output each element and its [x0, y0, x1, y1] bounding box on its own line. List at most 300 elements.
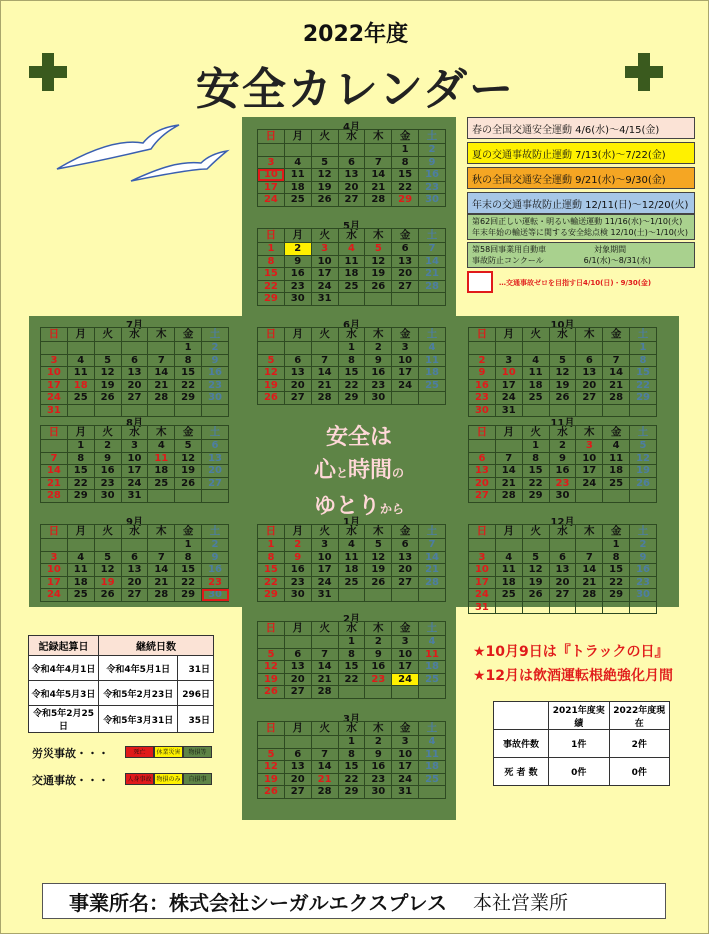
day-cell: 8: [338, 354, 365, 367]
day-cell: 28: [419, 280, 446, 293]
event-transport-safety: 第62回正しい運転・明るい輸送運動 11/16(水)～1/10(火) 年末年始の輸送等に関する安全総点検 12/10(土)～1/10(火): [467, 214, 695, 240]
weekday-header: 土: [202, 525, 229, 539]
day-cell: 7: [311, 648, 338, 661]
day-cell: 8: [258, 551, 285, 564]
weekday-header: 木: [365, 622, 392, 636]
day-cell: 19: [94, 379, 121, 392]
day-cell: 11: [67, 367, 94, 380]
day-cell: 8: [175, 354, 202, 367]
day-cell: 25: [338, 576, 365, 589]
day-cell: 11: [522, 367, 549, 380]
day-cell: 5: [258, 748, 285, 761]
day-cell: 14: [576, 564, 603, 577]
day-cell: 27: [284, 686, 311, 699]
day-cell: 1: [258, 539, 285, 552]
day-cell: 2: [202, 539, 229, 552]
day-cell: 6: [576, 354, 603, 367]
day-cell: 5: [365, 539, 392, 552]
day-cell: 22: [175, 576, 202, 589]
day-cell: 4: [148, 440, 175, 453]
day-cell: 24: [576, 477, 603, 490]
weekday-header: 月: [284, 229, 311, 243]
weekday-header: 金: [392, 328, 419, 342]
day-cell: 25: [67, 392, 94, 405]
day-cell: 12: [258, 661, 285, 674]
day-cell: 21: [495, 477, 522, 490]
day-cell: 9: [365, 748, 392, 761]
day-cell: [94, 539, 121, 552]
day-cell: 7: [148, 551, 175, 564]
day-cell: 13: [284, 761, 311, 774]
day-cell: 21: [41, 477, 68, 490]
day-cell: 25: [419, 773, 446, 786]
weekday-header: 木: [365, 328, 392, 342]
weekday-header: 土: [630, 328, 657, 342]
day-cell: [392, 293, 419, 306]
day-cell: [469, 440, 496, 453]
day-cell: 23: [630, 576, 657, 589]
day-cell: [311, 736, 338, 749]
day-cell: 7: [148, 354, 175, 367]
day-cell: 21: [148, 576, 175, 589]
day-cell: 16: [94, 465, 121, 478]
day-cell: 21: [365, 181, 392, 194]
day-cell: 10: [392, 748, 419, 761]
weekday-header: 日: [469, 328, 496, 342]
day-cell: 29: [392, 194, 419, 207]
weekday-header: 火: [311, 525, 338, 539]
day-cell: 3: [392, 736, 419, 749]
day-cell: 5: [94, 354, 121, 367]
day-cell: 31: [311, 293, 338, 306]
day-cell: 22: [175, 379, 202, 392]
weekday-header: 金: [603, 525, 630, 539]
day-cell: 12: [522, 564, 549, 577]
day-cell: 23: [202, 576, 229, 589]
day-cell: 17: [392, 367, 419, 380]
weekday-header: 木: [365, 525, 392, 539]
day-cell: 17: [311, 268, 338, 281]
day-cell: 19: [365, 564, 392, 577]
day-cell: 30: [630, 589, 657, 602]
day-cell: 13: [338, 169, 365, 182]
day-cell: 9: [365, 354, 392, 367]
day-cell: 20: [549, 576, 576, 589]
day-cell: 1: [258, 243, 285, 256]
day-cell: 7: [365, 156, 392, 169]
day-cell: 14: [311, 761, 338, 774]
day-cell: [41, 342, 68, 355]
weekday-header: 日: [469, 525, 496, 539]
day-cell: 10: [311, 255, 338, 268]
month-calendar: [257, 721, 446, 799]
day-cell: [41, 440, 68, 453]
day-cell: 21: [148, 379, 175, 392]
day-cell: 26: [258, 786, 285, 799]
day-cell: 16: [365, 761, 392, 774]
day-cell: [121, 539, 148, 552]
day-cell: [603, 490, 630, 503]
day-cell: 12: [365, 551, 392, 564]
day-cell: 31: [469, 601, 496, 614]
day-cell: 13: [549, 564, 576, 577]
day-cell: [469, 342, 496, 355]
day-cell: 24: [41, 589, 68, 602]
day-cell: 15: [338, 761, 365, 774]
day-cell: 17: [258, 181, 285, 194]
weekday-header: 火: [311, 229, 338, 243]
weekday-header: 月: [67, 328, 94, 342]
day-cell: [522, 601, 549, 614]
day-cell: 28: [41, 490, 68, 503]
day-cell: 27: [392, 576, 419, 589]
day-cell: 22: [258, 280, 285, 293]
day-cell: [549, 601, 576, 614]
day-cell: 24: [469, 589, 496, 602]
day-cell: 7: [419, 539, 446, 552]
day-cell: 31: [121, 490, 148, 503]
day-cell: 27: [392, 280, 419, 293]
weekday-header: 木: [576, 426, 603, 440]
weekday-header: 火: [94, 426, 121, 440]
weekday-header: 土: [419, 130, 446, 144]
day-cell: 26: [630, 477, 657, 490]
day-cell: 23: [365, 773, 392, 786]
day-cell: 23: [365, 673, 392, 686]
day-cell: 10: [469, 564, 496, 577]
weekday-header: 月: [495, 328, 522, 342]
day-cell: 16: [284, 564, 311, 577]
day-cell: 6: [338, 156, 365, 169]
weekday-header: 火: [522, 328, 549, 342]
day-cell: 17: [311, 564, 338, 577]
month-label: 1月: [343, 517, 360, 528]
weekday-header: 火: [311, 722, 338, 736]
day-cell: [365, 686, 392, 699]
day-cell: 20: [121, 576, 148, 589]
weekday-header: 金: [603, 426, 630, 440]
day-cell: 17: [121, 465, 148, 478]
day-cell: 2: [365, 342, 392, 355]
weekday-header: 火: [94, 525, 121, 539]
day-cell: 1: [630, 342, 657, 355]
day-cell: 5: [94, 551, 121, 564]
weekday-header: 金: [175, 426, 202, 440]
weekday-header: 火: [522, 525, 549, 539]
day-cell: 4: [419, 736, 446, 749]
day-cell: 6: [284, 648, 311, 661]
day-cell: 22: [67, 477, 94, 490]
day-cell: 11: [495, 564, 522, 577]
event-spring-campaign: 春の全国交通安全運動 4/6(水)～4/15(金): [467, 117, 695, 139]
day-cell: [121, 342, 148, 355]
day-cell: 7: [419, 243, 446, 256]
day-cell: 26: [94, 392, 121, 405]
day-cell: 15: [392, 169, 419, 182]
day-cell: 13: [121, 564, 148, 577]
day-cell: [495, 539, 522, 552]
day-cell: 6: [392, 539, 419, 552]
day-cell: 12: [365, 255, 392, 268]
day-cell: 9: [419, 156, 446, 169]
day-cell: [549, 342, 576, 355]
weekday-header: 日: [41, 328, 68, 342]
day-cell: 30: [202, 589, 229, 602]
day-cell: 3: [41, 354, 68, 367]
day-cell: 3: [311, 539, 338, 552]
day-cell: 2: [630, 539, 657, 552]
day-cell: 17: [41, 576, 68, 589]
weekday-header: 土: [202, 426, 229, 440]
month-label: 6月: [343, 320, 360, 331]
day-cell: 2: [94, 440, 121, 453]
day-cell: 14: [148, 564, 175, 577]
day-cell: 18: [419, 367, 446, 380]
day-cell: [338, 686, 365, 699]
weekday-header: 水: [549, 426, 576, 440]
month-label: 7月: [126, 320, 143, 331]
day-cell: 9: [630, 551, 657, 564]
day-cell: 11: [284, 169, 311, 182]
day-cell: 18: [419, 661, 446, 674]
day-cell: 11: [419, 648, 446, 661]
day-cell: 25: [419, 673, 446, 686]
day-cell: 17: [392, 661, 419, 674]
day-cell: [311, 636, 338, 649]
day-cell: 5: [258, 354, 285, 367]
month-calendar: [257, 327, 446, 405]
month-label: 2月: [343, 614, 360, 625]
day-cell: 8: [175, 551, 202, 564]
day-cell: 30: [284, 293, 311, 306]
day-cell: 6: [202, 440, 229, 453]
weekday-header: 土: [202, 328, 229, 342]
day-cell: 31: [495, 404, 522, 417]
day-cell: 23: [284, 280, 311, 293]
day-cell: 29: [175, 392, 202, 405]
day-cell: [311, 342, 338, 355]
day-cell: 13: [284, 661, 311, 674]
weekday-header: 金: [175, 525, 202, 539]
day-cell: 27: [469, 490, 496, 503]
day-cell: 3: [121, 440, 148, 453]
day-cell: 24: [258, 194, 285, 207]
day-cell: 12: [175, 452, 202, 465]
day-cell: 6: [284, 354, 311, 367]
day-cell: 21: [311, 379, 338, 392]
day-cell: 25: [148, 477, 175, 490]
day-cell: 21: [576, 576, 603, 589]
day-cell: 28: [148, 392, 175, 405]
day-cell: 19: [630, 465, 657, 478]
zero-accident-note: …交通事故ゼロを目指す日4/10(日)・9/30(金): [499, 279, 652, 287]
day-cell: 31: [392, 786, 419, 799]
day-cell: [576, 601, 603, 614]
day-cell: 13: [121, 367, 148, 380]
day-cell: 6: [121, 551, 148, 564]
day-cell: 15: [175, 564, 202, 577]
day-cell: 28: [148, 589, 175, 602]
day-cell: [338, 293, 365, 306]
day-cell: 7: [311, 748, 338, 761]
weekday-header: 水: [121, 328, 148, 342]
day-cell: 26: [549, 392, 576, 405]
day-cell: 16: [365, 661, 392, 674]
day-cell: 29: [67, 490, 94, 503]
day-cell: [311, 144, 338, 157]
weekday-header: 水: [121, 525, 148, 539]
day-cell: 24: [41, 392, 68, 405]
traffic-accident-label: 交通事故・・・: [32, 774, 109, 787]
day-cell: 27: [576, 392, 603, 405]
day-cell: 18: [522, 379, 549, 392]
day-cell: 21: [419, 268, 446, 281]
month-calendar: [257, 621, 446, 699]
day-cell: 30: [202, 392, 229, 405]
weekday-header: 月: [284, 130, 311, 144]
day-cell: 9: [469, 367, 496, 380]
day-cell: 29: [338, 392, 365, 405]
day-cell: 18: [603, 465, 630, 478]
day-cell: 28: [311, 686, 338, 699]
month-calendar: [40, 327, 229, 417]
day-cell: 28: [365, 194, 392, 207]
day-cell: 21: [311, 673, 338, 686]
day-cell: 22: [258, 576, 285, 589]
day-cell: 12: [94, 564, 121, 577]
day-cell: 29: [522, 490, 549, 503]
day-cell: 16: [469, 379, 496, 392]
day-cell: 21: [603, 379, 630, 392]
day-cell: 8: [603, 551, 630, 564]
day-cell: 10: [495, 367, 522, 380]
month-calendar: [468, 327, 657, 417]
weekday-header: 金: [392, 525, 419, 539]
day-cell: [419, 686, 446, 699]
day-cell: 9: [284, 551, 311, 564]
day-cell: 3: [392, 636, 419, 649]
month-calendar: [257, 129, 446, 207]
day-cell: 15: [175, 367, 202, 380]
day-cell: 26: [522, 589, 549, 602]
day-cell: [522, 539, 549, 552]
weekday-header: 木: [148, 328, 175, 342]
day-cell: 11: [338, 255, 365, 268]
day-cell: [630, 490, 657, 503]
day-cell: 14: [603, 367, 630, 380]
weekday-header: 日: [258, 525, 285, 539]
day-cell: 2: [365, 636, 392, 649]
day-cell: 20: [392, 564, 419, 577]
weekday-header: 日: [258, 722, 285, 736]
green-cross-icon: [625, 53, 663, 91]
day-cell: [392, 392, 419, 405]
day-cell: 20: [284, 379, 311, 392]
weekday-header: 月: [67, 426, 94, 440]
day-cell: [419, 589, 446, 602]
day-cell: 5: [258, 648, 285, 661]
weekday-header: 日: [258, 622, 285, 636]
day-cell: 2: [365, 736, 392, 749]
day-cell: 19: [258, 379, 285, 392]
day-cell: 24: [392, 379, 419, 392]
day-cell: [576, 342, 603, 355]
legend-swatch: 物損のみ: [154, 773, 183, 785]
event-yearend-campaign: 年末の交通事故防止運動 12/11(日)～12/20(火): [467, 192, 695, 214]
day-cell: 31: [41, 404, 68, 417]
day-cell: 19: [311, 181, 338, 194]
day-cell: 17: [392, 761, 419, 774]
day-cell: 22: [338, 379, 365, 392]
weekday-header: 日: [41, 426, 68, 440]
day-cell: 8: [67, 452, 94, 465]
weekday-header: 火: [311, 328, 338, 342]
day-cell: 27: [338, 194, 365, 207]
day-cell: 4: [284, 156, 311, 169]
weekday-header: 土: [419, 722, 446, 736]
safety-slogan: 安全は 心と時間の ゆとりから: [313, 424, 405, 519]
day-cell: 8: [630, 354, 657, 367]
day-cell: 16: [630, 564, 657, 577]
day-cell: [603, 601, 630, 614]
day-cell: 1: [175, 539, 202, 552]
day-cell: 26: [365, 576, 392, 589]
weekday-header: 月: [284, 622, 311, 636]
weekday-header: 日: [258, 328, 285, 342]
day-cell: [522, 342, 549, 355]
day-cell: 13: [576, 367, 603, 380]
day-cell: [148, 490, 175, 503]
day-cell: [67, 342, 94, 355]
legend-swatch: 休業災害: [154, 746, 183, 758]
day-cell: 18: [495, 576, 522, 589]
fiscal-year: 2022年度: [302, 22, 409, 47]
day-cell: 16: [365, 367, 392, 380]
day-cell: 28: [419, 576, 446, 589]
day-cell: 18: [67, 576, 94, 589]
day-cell: 2: [202, 342, 229, 355]
day-cell: 22: [603, 576, 630, 589]
day-cell: 11: [419, 748, 446, 761]
weekday-header: 木: [576, 328, 603, 342]
day-cell: 11: [603, 452, 630, 465]
day-cell: 13: [392, 255, 419, 268]
weekday-header: 木: [365, 229, 392, 243]
day-cell: [284, 342, 311, 355]
day-cell: 27: [121, 392, 148, 405]
day-cell: 18: [419, 761, 446, 774]
day-cell: 23: [365, 379, 392, 392]
day-cell: 4: [338, 539, 365, 552]
day-cell: 24: [495, 392, 522, 405]
weekday-header: 水: [338, 722, 365, 736]
day-cell: 1: [338, 736, 365, 749]
day-cell: 29: [175, 589, 202, 602]
day-cell: 13: [392, 551, 419, 564]
day-cell: 25: [603, 477, 630, 490]
day-cell: 12: [549, 367, 576, 380]
day-cell: 30: [365, 786, 392, 799]
day-cell: 29: [603, 589, 630, 602]
day-cell: [469, 539, 496, 552]
weekday-header: 水: [338, 328, 365, 342]
event-autumn-campaign: 秋の全国交通安全運動 9/21(水)～9/30(金): [467, 167, 695, 189]
day-cell: [94, 342, 121, 355]
notice-truck-day: ★10月9日は『トラックの日』: [473, 644, 669, 660]
day-cell: 23: [419, 181, 446, 194]
day-cell: [630, 601, 657, 614]
weekday-header: 日: [258, 229, 285, 243]
